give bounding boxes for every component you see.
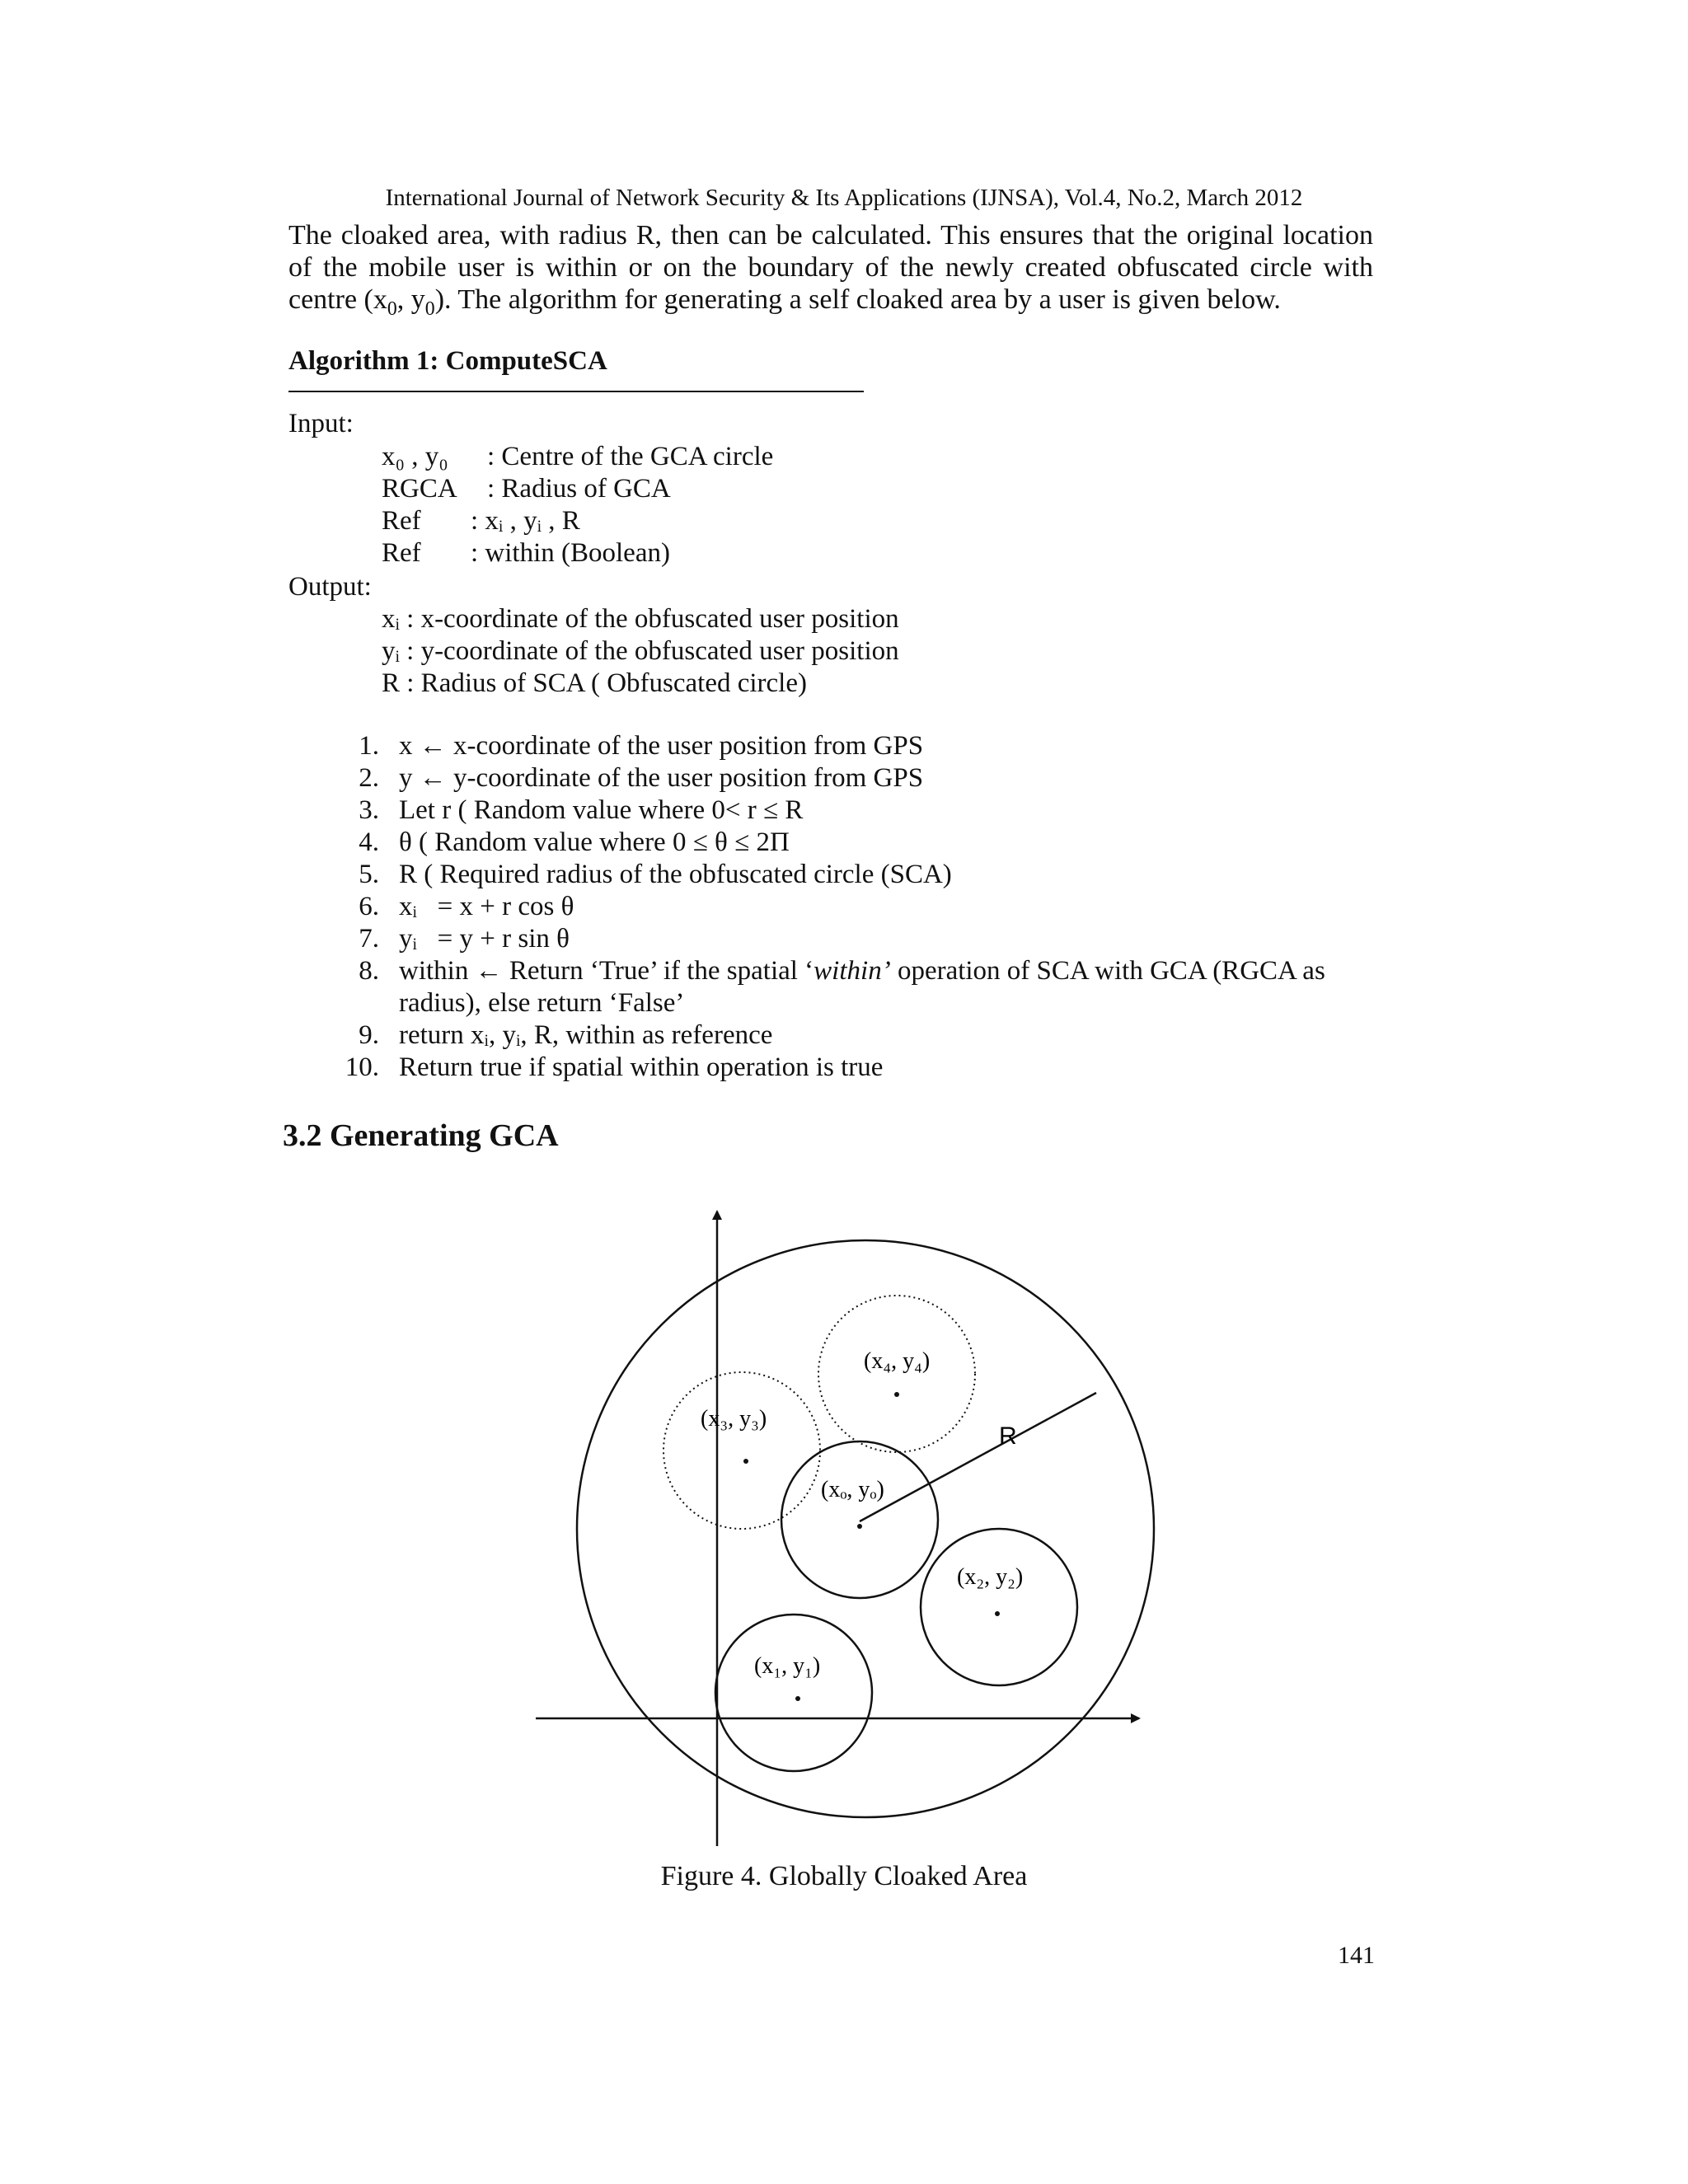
section-heading: 3.2 Generating GCA [283,1118,559,1153]
output-row: R : Radius of SCA ( Obfuscated circle) [382,668,807,698]
page-number: 141 [1338,1942,1375,1969]
sca-circle-3 [663,1372,820,1529]
input-list [382,441,773,569]
input-key: x₀ , y₀ [382,442,448,471]
output-row: xᵢ : x-coordinate of the obfuscated user position [382,604,899,634]
sca-circle-0 [781,1441,938,1598]
step-text: Let r ( Random value where 0< r ≤ R [399,795,804,825]
intro-paragraph [288,219,1373,326]
input-desc: : xᵢ , yᵢ , R [471,506,580,536]
step-item [330,955,1385,1019]
step-number: 8. [359,956,379,986]
label-point-1: (x₁, y₁) [754,1653,821,1679]
step-item [330,762,1385,794]
step-text: xᵢ = x + r cos θ [399,892,574,921]
input-key: Ref [382,506,421,536]
step-text: x ← x-coordinate of the user position from GPS [399,731,924,761]
step-number: 7. [359,924,379,954]
intro-sub0: 0 [387,298,397,320]
algorithm-title-rule [288,391,864,392]
intro-x: x [373,284,387,315]
step-item [330,923,1385,955]
input-row [382,441,773,473]
label-radius: R [999,1422,1017,1450]
step-text [399,955,1385,1019]
input-label: Input: [288,409,354,438]
label-point-3: (x₃, y₃) [701,1406,767,1432]
step-item [330,730,1385,762]
step-text: y ← y-coordinate of the user position from GPS [399,763,924,793]
label-point-2: (x₂, y₂) [957,1564,1024,1590]
label-point-4: (x₄, y₄) [864,1348,931,1374]
sca-circle-2 [921,1529,1077,1685]
step-number: 4. [359,827,379,857]
step-item [330,1019,1385,1052]
point-0-dot [857,1524,862,1529]
point-2-dot [995,1611,1000,1616]
input-row [382,505,773,537]
running-header: International Journal of Network Security & Its Applications (IJNSA), Vol.4, No.2, March 2012 [385,185,1303,211]
intro-sub1: 0 [424,298,435,320]
step-text: yᵢ = y + r sin θ [399,924,570,954]
gca-outer-circle [577,1240,1154,1817]
step-number: 10. [345,1052,379,1082]
input-desc: : within (Boolean) [471,538,670,568]
step-number: 9. [359,1020,379,1050]
input-key: Ref [382,538,421,568]
step-text: R ( Required radius of the obfuscated circle (SCA) [399,860,952,889]
step-item [330,827,1385,859]
input-desc: : Centre of the GCA circle [487,442,774,471]
step-text-emphasis: within’ [814,956,891,986]
step-text-part: operation of SCA with GCA (RGCA as radius), else return ‘False’ [399,956,1325,1018]
output-list [382,603,899,700]
step-text-part: within ← Return ‘True’ if the spatial ‘ [399,956,814,986]
radius-line [860,1393,1096,1521]
step-item [330,794,1385,827]
output-label: Output: [288,572,372,602]
step-number: 1. [359,731,379,761]
step-number: 2. [359,763,379,793]
sca-circle-1 [715,1615,872,1771]
step-item [330,859,1385,891]
intro-text-end: ). The algorithm for generating a self cloaked area by a user is given below. [434,284,1281,315]
label-point-0: (xₒ, yₒ) [821,1477,884,1502]
intro-y: , y [396,284,425,315]
figure-caption: Figure 4. Globally Cloaked Area [660,1861,1028,1891]
input-row [382,537,773,569]
step-item [330,891,1385,923]
point-3-dot [743,1459,748,1464]
point-4-dot [894,1392,899,1397]
input-row [382,473,773,505]
point-1-dot [795,1696,800,1701]
sca-circle-4 [818,1296,975,1452]
input-key: RGCA [382,474,457,504]
step-text: return xᵢ, yᵢ, R, within as reference [399,1020,773,1050]
step-item [330,1052,1385,1084]
step-number: 6. [359,892,379,921]
gca-figure [536,1203,1162,1863]
step-text: θ ( Random value where 0 ≤ θ ≤ 2Π [399,827,790,857]
step-number: 5. [359,860,379,889]
step-number: 3. [359,795,379,825]
algorithm-title: Algorithm 1: ComputeSCA [288,346,607,376]
algorithm-steps [330,730,1385,1084]
step-text: Return true if spatial within operation is true [399,1052,884,1082]
output-row: yᵢ : y-coordinate of the obfuscated user position [382,636,899,666]
input-desc: : Radius of GCA [487,474,671,504]
intro-text-start: The cloaked area, with radius R, then can be calculated. This ensures that the original location of the mobile user is within or on the boundary of the newly created obfuscated circle with centre ( [288,220,1373,315]
